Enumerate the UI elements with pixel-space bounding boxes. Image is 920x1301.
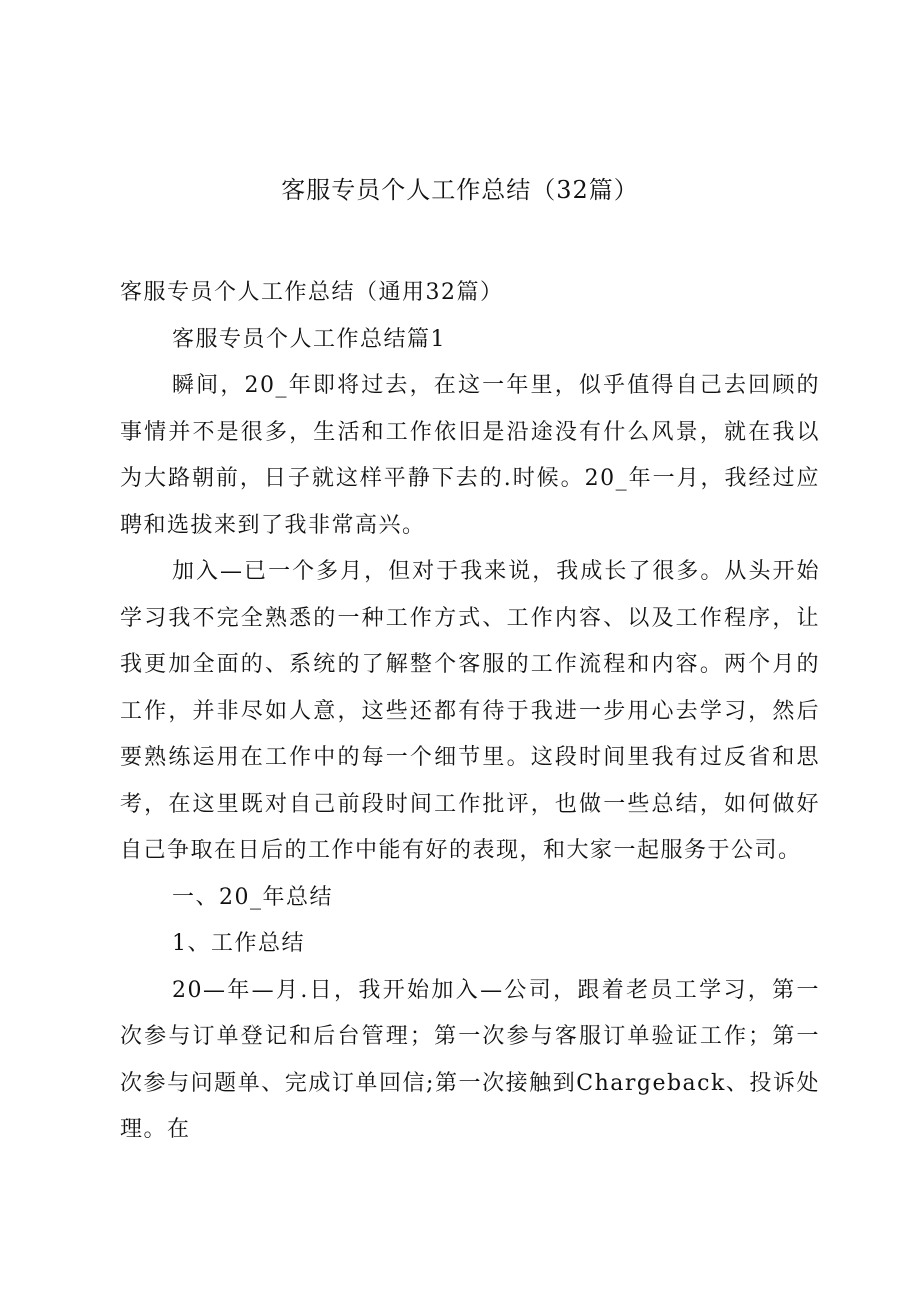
section-heading: 客服专员个人工作总结篇1 <box>172 326 446 352</box>
document-body <box>120 270 820 1154</box>
paragraph-2: 加入—已一个多月，但对于我来说，我成长了很多。从头开始学习我不完全熟悉的一种工作方式、工作内容、以及工作程序，让我更加全面的、系统的了解整个客服的工作流程和内容。两个月的工作，并非尽如人意，这些还都有待于我进一步用心去学习，然后要熟练运用在工作中的每一个细节里。这段时间里我有过反省和思考，在这里既对自己前段时间工作批评，也做一些总结，如何做好自己争取在日后的工作中能有好的表现，和大家一起服务于公司。 <box>120 559 820 863</box>
paragraph-3: 20—年—月.日，我开始加入—公司，跟着老员工学习，第一次参与订单登记和后台管理；第一次参与客服订单验证工作；第一次参与问题单、完成订单回信;第一次接触到Chargeback、投诉处理。在 <box>120 977 820 1142</box>
heading-work-summary: 1、工作总结 <box>172 931 305 956</box>
heading-year-summary: 一、20_年总结 <box>172 884 333 910</box>
document-subtitle: 客服专员个人工作总结（通用32篇） <box>120 280 504 305</box>
document-title: 客服专员个人工作总结（32篇） <box>281 176 639 204</box>
paragraph-1: 瞬间，20_年即将过去，在这一年里，似乎值得自己去回顾的事情并不是很多，生活和工作依旧是沿途没有什么风景，就在我以为大路朝前，日子就这样平静下去的.时候。20_年一月，我经过应聘和选拔来到了我非常高兴。 <box>120 373 820 538</box>
